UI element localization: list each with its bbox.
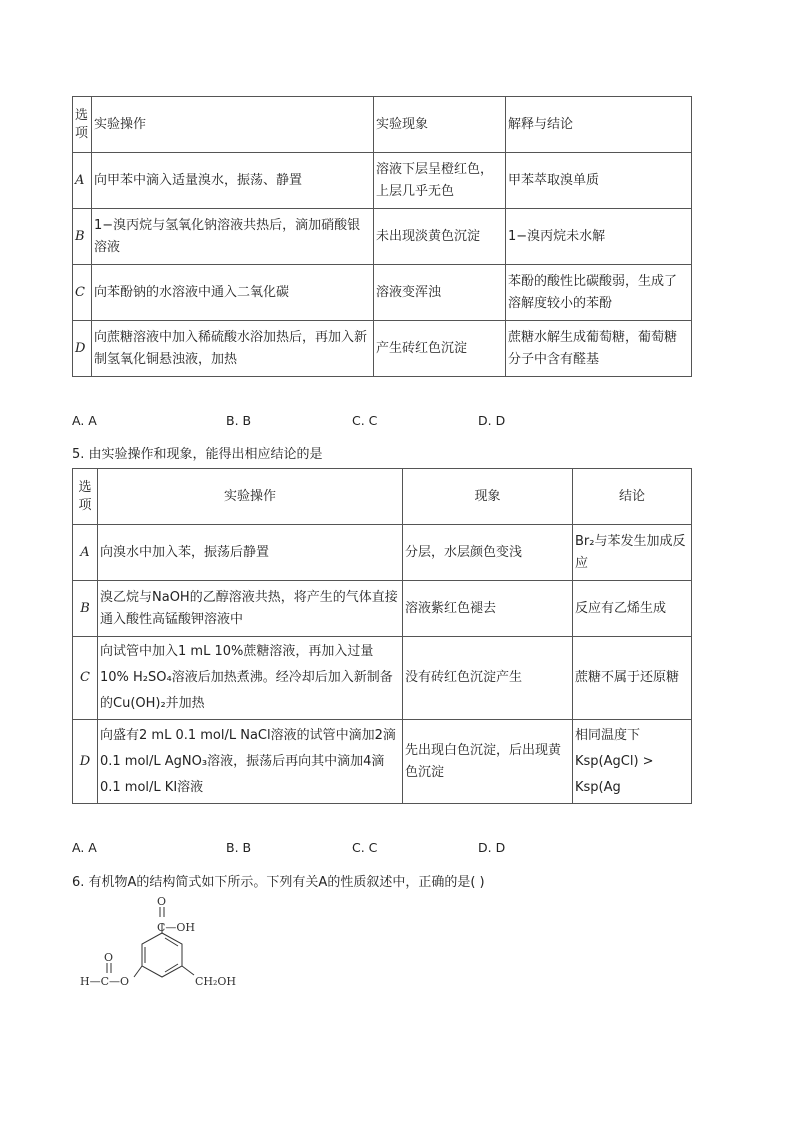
q4-table (72, 96, 692, 377)
choice-c[interactable]: C. C (352, 840, 378, 855)
table-row (73, 209, 692, 265)
row-operation: 向溴水中加入苯，振荡后静置 (98, 525, 403, 581)
row-phenomenon: 未出现淡黄色沉淀 (374, 209, 506, 265)
row-conclusion: 蔗糖水解生成葡萄糖，葡萄糖分子中含有醛基 (506, 321, 692, 377)
header-conclusion: 解释与结论 (506, 97, 692, 153)
table-row (73, 581, 692, 637)
choice-b[interactable]: B. B (226, 413, 252, 428)
row-operation: 向苯酚钠的水溶液中通入二氧化碳 (92, 265, 374, 321)
row-phenomenon: 分层，水层颜色变浅 (403, 525, 573, 581)
row-conclusion: 蔗糖不属于还原糖 (573, 637, 692, 720)
q5-stem: 5. 由实验操作和现象，能得出相应结论的是 (72, 447, 323, 462)
choice-d[interactable]: D. D (478, 413, 506, 428)
table-row (73, 153, 692, 209)
row-operation: 向蔗糖溶液中加入稀硫酸水浴加热后，再加入新制氢氧化铜悬浊液，加热 (92, 321, 374, 377)
row-phenomenon: 溶液变浑浊 (374, 265, 506, 321)
row-conclusion: 反应有乙烯生成 (573, 581, 692, 637)
row-option: C (73, 265, 92, 321)
row-phenomenon: 产生砖红色沉淀 (374, 321, 506, 377)
table-row (73, 321, 692, 377)
header-option: 选项 (73, 97, 92, 153)
table-header-row (73, 469, 692, 525)
label-o-left: O (104, 951, 114, 964)
structure-diagram (72, 893, 252, 1003)
header-phenomenon: 实验现象 (374, 97, 506, 153)
row-option: B (73, 209, 92, 265)
row-conclusion: 甲苯萃取溴单质 (506, 153, 692, 209)
row-operation: 溴乙烷与NaOH的乙醇溶液共热，将产生的气体直接通入酸性高锰酸钾溶液中 (98, 581, 403, 637)
row-phenomenon: 没有砖红色沉淀产生 (403, 637, 573, 720)
table-row (73, 265, 692, 321)
row-option: D (73, 321, 92, 377)
label-ester: H—C—O (80, 975, 130, 988)
q6-stem: 6. 有机物A的结构简式如下所示。下列有关A的性质叙述中，正确的是( ) (72, 875, 485, 890)
header-conclusion: 结论 (573, 469, 692, 525)
choice-a[interactable]: A. A (72, 840, 97, 855)
row-option: A (73, 525, 98, 581)
q5-table (72, 468, 692, 804)
row-operation: 向盛有2 mL 0.1 mol/L NaCl溶液的试管中滴加2滴0.1 mol/L AgNO₃溶液，振荡后再向其中滴加4滴0.1 mol/L KI溶液 (98, 720, 403, 804)
row-conclusion: 相同温度下 Ksp(AgCl) > Ksp(Ag (573, 720, 692, 804)
header-phenomenon: 现象 (403, 469, 573, 525)
table-header-row (73, 97, 692, 153)
choice-d[interactable]: D. D (478, 840, 506, 855)
label-cooh: C—OH (157, 921, 196, 934)
table-row (73, 637, 692, 720)
table-row (73, 720, 692, 804)
row-phenomenon: 溶液紫红色褪去 (403, 581, 573, 637)
row-option: D (73, 720, 98, 804)
row-conclusion: 苯酚的酸性比碳酸弱，生成了溶解度较小的苯酚 (506, 265, 692, 321)
table-row (73, 525, 692, 581)
header-option: 选项 (73, 469, 98, 525)
row-option: C (73, 637, 98, 720)
header-operation: 实验操作 (98, 469, 403, 525)
row-phenomenon: 溶液下层呈橙红色，上层几乎无色 (374, 153, 506, 209)
q4-choices (72, 413, 692, 433)
choice-c[interactable]: C. C (352, 413, 378, 428)
row-option: B (73, 581, 98, 637)
choice-b[interactable]: B. B (226, 840, 252, 855)
label-o-top: O (157, 895, 167, 908)
row-conclusion: 1−溴丙烷未水解 (506, 209, 692, 265)
label-ch2oh: CH₂OH (195, 975, 237, 988)
q5-choices (72, 840, 692, 860)
row-phenomenon: 先出现白色沉淀，后出现黄色沉淀 (403, 720, 573, 804)
row-operation: 1−溴丙烷与氢氧化钠溶液共热后，滴加硝酸银溶液 (92, 209, 374, 265)
row-operation: 向试管中加入1 mL 10%蔗糖溶液，再加入过量10% H₂SO₄溶液后加热煮沸。经冷却后加入新制备的Cu(OH)₂并加热 (98, 637, 403, 720)
row-conclusion: Br₂与苯发生加成反应 (573, 525, 692, 581)
row-operation: 向甲苯中滴入适量溴水，振荡、静置 (92, 153, 374, 209)
choice-a[interactable]: A. A (72, 413, 97, 428)
row-option: A (73, 153, 92, 209)
header-operation: 实验操作 (92, 97, 374, 153)
